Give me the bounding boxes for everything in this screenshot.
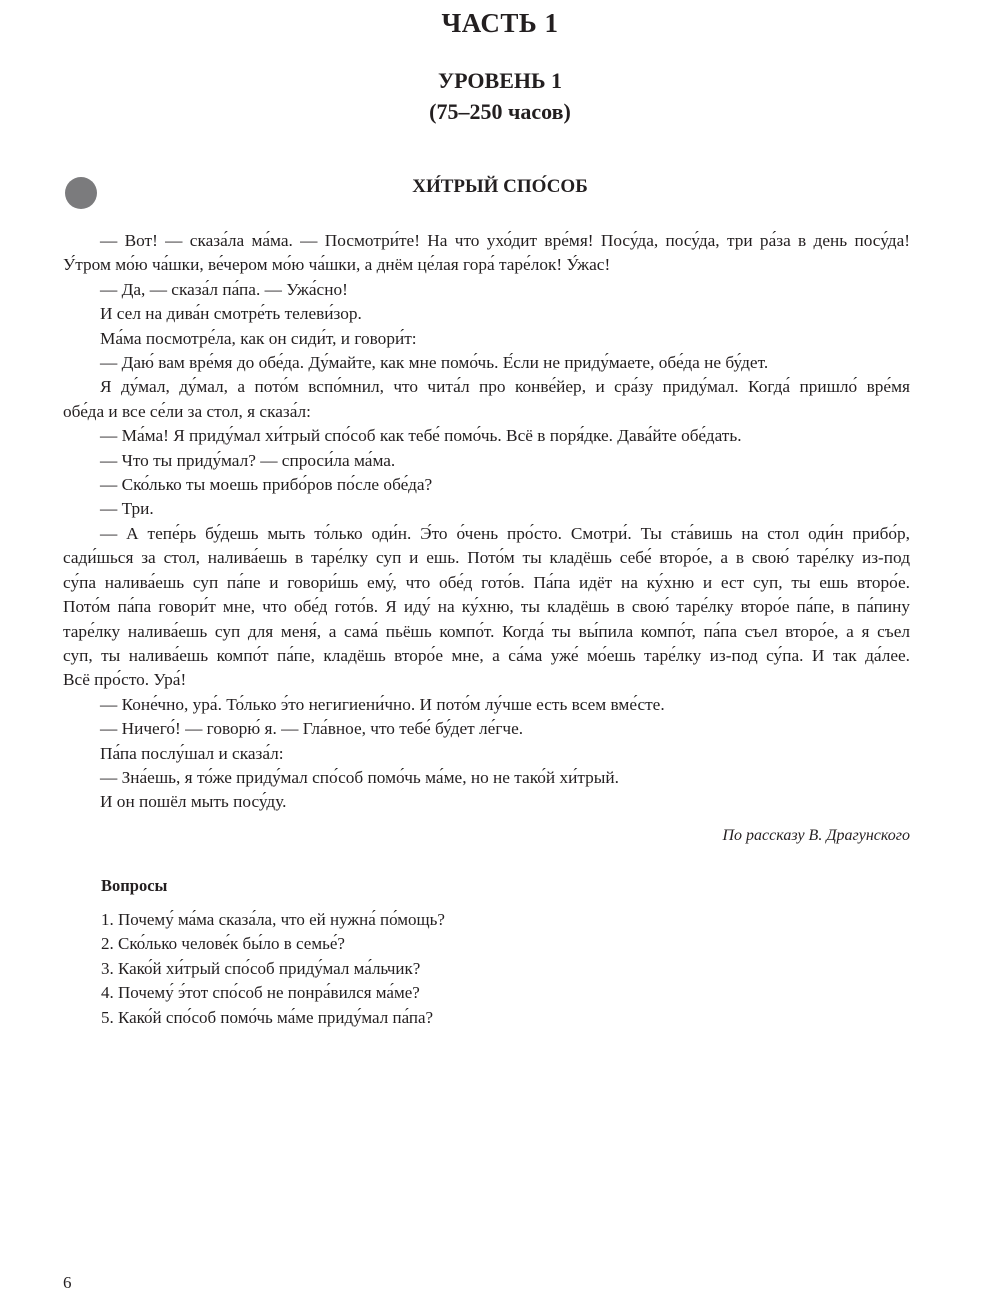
story-paragraph: [63, 351, 910, 375]
story-paragraph: [63, 229, 910, 278]
story-paragraph: [63, 327, 910, 351]
story-paragraph: [63, 742, 910, 766]
story-paragraph: [63, 522, 910, 693]
story-line: Пото́м па́па говори́т мне, что обе́д гото́в. Я иду́ на ку́хню, ты кладёшь в свою́ таре́лку второ́е па́пе, в па́пину: [63, 597, 910, 617]
story-line: И сел на дива́н смотре́ть телеви́зор.: [100, 304, 362, 324]
questions-list: [101, 908, 445, 1030]
story-line: — Ма́ма! Я приду́мал хи́трый спо́соб как тебе́ помо́чь. Всё в поря́дке. Дава́йте обе́дать.: [100, 426, 742, 446]
story-paragraph: [63, 302, 910, 326]
story-line: су́па налива́ешь суп па́пе и говори́шь ему́, что обе́д гото́в. Па́па идёт на ку́хню и ест суп, ты ешь второ́е.: [63, 572, 910, 592]
part-title: ЧАСТЬ 1: [441, 8, 559, 38]
story-line: Па́па послу́шал и сказа́л:: [100, 743, 284, 763]
story-paragraph: [63, 375, 910, 424]
story-paragraph: [63, 766, 910, 790]
story-paragraph: [63, 473, 910, 497]
story-line: — Что ты приду́мал? — спроси́ла ма́ма.: [100, 450, 396, 470]
story-line: — Коне́чно, ура́. То́лько э́то негигиени́чно. И пото́м лу́чше есть всем вме́сте.: [100, 694, 665, 714]
story-line: сади́шься за стол, налива́ешь в таре́лку суп и ешь. Пото́м ты кладёшь себе́ второ́е, а в свою́ таре́лку из-под: [63, 548, 910, 568]
story-source: По рассказу В. Драгунского: [722, 827, 910, 844]
story-line: — Три.: [100, 499, 154, 519]
story-line: таре́лку налива́ешь суп для меня́, а сама́ пьёшь компо́т. Когда́ ты вы́пила компо́т, па́па съел второ́е, а я съел: [63, 621, 910, 641]
story-text: [63, 229, 910, 815]
story-paragraph: [63, 424, 910, 448]
story-line: Ма́ма посмотре́ла, как он сиди́т, и говори́т:: [100, 328, 417, 348]
story-line: У́тром мо́ю ча́шки, ве́чером мо́ю ча́шки, а днём це́лая гора́ таре́лок! У́жас!: [63, 255, 611, 275]
level-title: УРОВЕНЬ 1: [437, 68, 563, 93]
questions-title: Вопросы: [101, 876, 168, 895]
story-line: — Ско́лько ты моешь прибо́ров по́сле обе́да?: [100, 475, 433, 495]
question-item: 3. Како́й хи́трый спо́соб приду́мал ма́льчик?: [101, 958, 421, 978]
story-line: — Да, — сказа́л па́па. — Ужа́сно!: [100, 279, 348, 299]
story-line: Всё про́сто. Ура́!: [63, 670, 187, 690]
story-line: И он пошёл мыть посу́ду.: [100, 792, 287, 812]
question-item: 4. Почему́ э́тот спо́соб не понра́вился ма́ме?: [101, 983, 420, 1003]
story-line: — А тепе́рь бу́дешь мыть то́лько оди́н. Э́то о́чень про́сто. Смотри́. Ты ста́вишь на стол оди́н прибо́р,: [100, 523, 910, 543]
story-paragraph: [63, 790, 910, 814]
story-paragraph: [63, 278, 910, 302]
story-line: — Даю́ вам вре́мя до обе́да. Ду́майте, как мне помо́чь. Е́сли не приду́маете, обе́да не бу́дет.: [100, 353, 769, 373]
story-title: ХИ́ТРЫЙ СПО́СОБ: [412, 176, 588, 197]
story-line: — Ничего́! — говорю́ я. — Гла́вное, что тебе́ бу́дет ле́гче.: [100, 719, 524, 739]
question-item: 2. Ско́лько челове́к бы́ло в семье́?: [101, 934, 345, 954]
story-paragraph: [63, 717, 910, 741]
story-line: Я ду́мал, ду́мал, а пото́м вспо́мнил, что чита́л про конве́йер, и сра́зу приду́мал. Когда́ пришло́ вре́мя: [100, 377, 910, 397]
question-item: 1. Почему́ ма́ма сказа́ла, что ей нужна́ по́мощь?: [101, 910, 445, 929]
question-item: 5. Како́й спо́соб помо́чь ма́ме приду́мал па́па?: [101, 1007, 434, 1027]
story-line: — Зна́ешь, я то́же приду́мал спо́соб помо́чь ма́ме, но не тако́й хи́трый.: [100, 767, 619, 787]
story-paragraph: [63, 449, 910, 473]
story-paragraph: [63, 497, 910, 521]
story-paragraph: [63, 693, 910, 717]
page-number: 6: [63, 1273, 72, 1292]
story-line: — Вот! — сказа́ла ма́ма. — Посмотри́те! На что ухо́дит вре́мя! Посу́да, посу́да, три ра́за в день посу́да!: [100, 231, 910, 250]
story-line: обе́да и все се́ли за стол, я сказа́л:: [63, 401, 311, 421]
story-line: суп, ты налива́ешь компо́т па́пе, кладёшь второ́е мне, а са́ма уже́ мо́ешь таре́лку из-под су́па. И так да́лее.: [63, 645, 910, 665]
level-hours: (75–250 часов): [429, 99, 571, 124]
